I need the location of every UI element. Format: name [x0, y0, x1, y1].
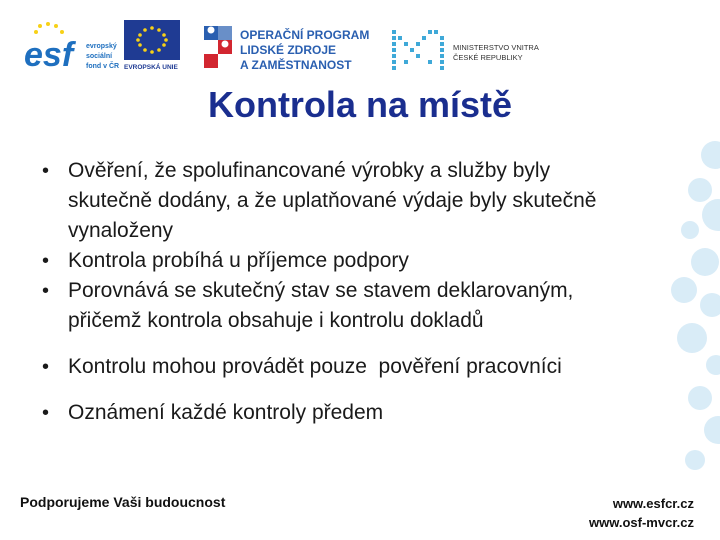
eu-flag-logo: [124, 20, 180, 71]
op-lzz-logo: [204, 26, 369, 72]
svg-text:esf: esf: [24, 36, 74, 74]
op-line-2: LIDSKÉ ZDROJE: [240, 43, 337, 57]
esf-text-3: fond v ČR: [86, 63, 120, 70]
op-line-1: OPERAČNÍ PROGRAM: [240, 28, 370, 42]
bullet-list: [40, 156, 680, 428]
footer-slogan: Podporujeme Vaši budoucnost: [20, 494, 226, 510]
bullet-item: [40, 276, 680, 336]
esf-logo: [24, 22, 119, 74]
bullet-item: [40, 398, 680, 428]
bullet-3-line-2: přičemž kontrola obsahuje i kontrolu dokladů: [68, 309, 484, 332]
esf-text-2: sociální: [86, 53, 113, 60]
mv-line-1: MINISTERSTVO VNITRA: [453, 43, 539, 52]
bullet-4-line-1: • Kontrolu mohou provádět pouze pověření pracovníci: [68, 355, 562, 378]
slide-title: Kontrola na místě: [207, 84, 513, 125]
bullet-item: [40, 352, 680, 382]
mv-logo: [392, 30, 539, 70]
bullet-3-line-1: • Porovnává se skutečný stav se stavem deklarovaným,: [68, 279, 574, 302]
bullet-1-line-2: skutečně dodány, a že uplatňované výdaje byly skutečně: [68, 189, 597, 212]
bullet-item: [40, 156, 680, 246]
bullet-1-line-1: • Ověření, že spolufinancované výrobky a služby byly: [68, 159, 551, 182]
bullet-item: [40, 246, 680, 276]
logo-bar: [0, 0, 720, 80]
bullet-1-line-3: vynaloženy: [68, 219, 174, 242]
esf-text-1: evropský: [86, 43, 117, 50]
bullet-2-line-1: • Kontrola probíhá u příjemce podpory: [68, 249, 409, 272]
mv-line-2: ČESKÉ REPUBLIKY: [453, 53, 523, 62]
footer-urls: [589, 494, 694, 532]
footer-url-esfcr[interactable]: www.esfcr.cz: [612, 496, 694, 511]
op-line-3: A ZAMĚSTNANOST: [240, 58, 352, 72]
bullet-5-line-1: • Oznámení každé kontroly předem: [68, 401, 384, 424]
footer-url-osf[interactable]: www.osf-mvcr.cz: [589, 515, 694, 530]
eu-label: EVROPSKÁ UNIE: [124, 64, 178, 71]
